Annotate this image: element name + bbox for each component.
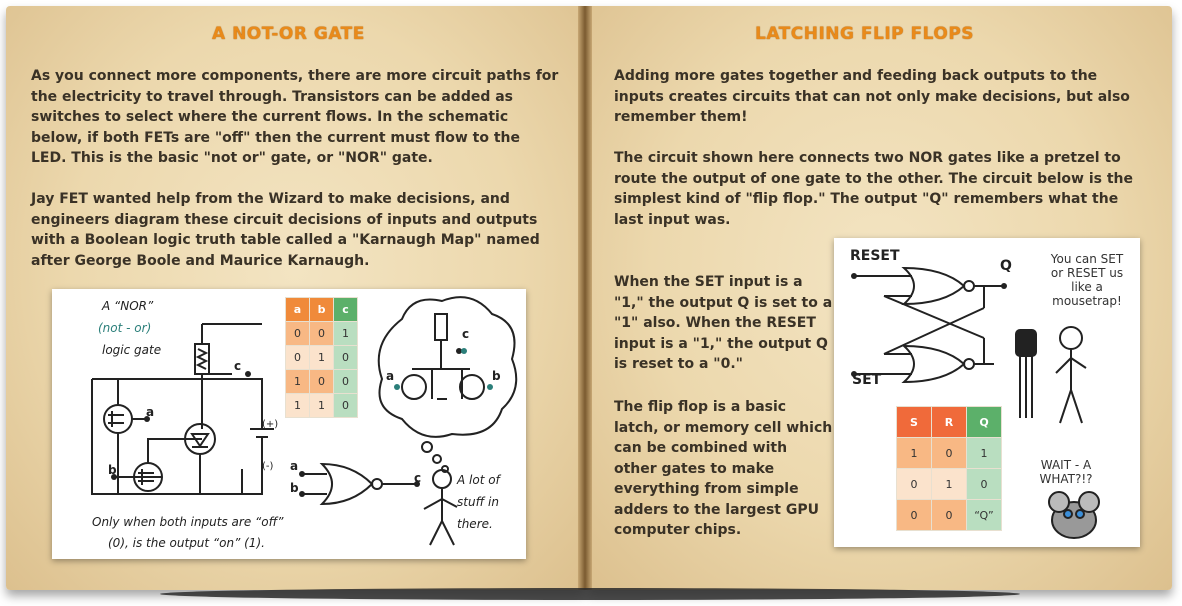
cell: 1 [286,370,310,394]
cell: 0 [967,469,1002,500]
label-c: c [234,359,242,373]
flip-flop-figure [834,238,1140,547]
right-paragraph-3: When the SET input is a "1," the output Q is set to a "1" also. When the RESET input is a "1," the output Q is reset to a "0." [614,274,833,372]
header-s: S [897,407,932,438]
bubble-label-c: c [462,327,470,341]
header-q: Q [967,407,1002,438]
cell: 1 [932,469,967,500]
figure-caption-line3: logic gate [102,343,162,357]
cell: 1 [310,346,334,370]
stick-thought: A lot of stuff in there. [457,473,500,531]
reset-label: RESET [850,248,900,264]
cell: “Q” [967,500,1002,531]
right-paragraph-1: Adding more gates together and feeding back outputs to the inputs creates circuits that can not only make decisions, but also remember them! [614,68,1130,125]
book-shadow [160,588,1020,600]
stick-note: You can SET or RESET us like a mousetrap! [1050,252,1124,308]
cell: 0 [897,500,932,531]
label-minus: (-) [262,461,274,472]
cell: 0 [334,370,358,394]
book-gutter [578,6,592,590]
right-paragraph-4: The flip flop is a basic latch, or memory cell which can be combined with other gates to make everything from simple adders to the largest GPU computer chips. [614,399,833,538]
label-plus: (+) [262,419,279,430]
cell: 0 [897,469,932,500]
cell: 0 [286,322,310,346]
figure-caption-line2: (not - or) [98,321,152,335]
set-label: SET [852,372,882,388]
gate-label-c: c [414,471,422,485]
cell: 0 [334,394,358,418]
cell: 0 [310,370,334,394]
cell: 0 [334,346,358,370]
cell: 1 [897,438,932,469]
header-b: b [310,298,334,322]
figure-footer-line2: (0), is the output “on” (1). [108,536,265,550]
left-page-title: A NOT-OR GATE [212,24,365,44]
nor-gate-figure [52,289,526,559]
gate-label-b: b [290,481,299,495]
nor-truth-table [285,297,358,418]
cell: 1 [334,322,358,346]
sr-truth-table [896,406,1002,531]
bubble-label-b: b [492,369,501,383]
figure-footer-line1: Only when both inputs are “off” [92,515,284,529]
right-page-title: LATCHING FLIP FLOPS [755,24,975,44]
label-a: a [146,405,155,419]
left-paragraph-2: Jay FET wanted help from the Wizard to make decisions, and engineers diagram these circuit decisions of inputs and outputs with a Boolean logic truth table called a "Karnaugh Map" named after George Boole and Maurice Karnaugh. [31,191,540,269]
mouse-note: WAIT - A WHAT?!? [1039,458,1093,486]
right-paragraph-2: The circuit shown here connects two NOR gates like a pretzel to route the output of one gate to the other. The circuit below is the simplest kind of "flip flop." The output "Q" remembers what the last input was. [614,150,1133,228]
cell: 1 [286,394,310,418]
left-paragraph-1: As you connect more components, there are more circuit paths for the electricity to travel through. Transistors can be added as switches to select where the current flows. In the schematic below, if both FETs are "off" then the current must flow to the LED. This is the basic "not or" gate, or "NOR" gate. [31,68,559,166]
cell: 1 [967,438,1002,469]
header-r: R [932,407,967,438]
cell: 0 [932,438,967,469]
bubble-label-a: a [386,369,395,383]
header-a: a [286,298,310,322]
label-b: b [108,463,117,477]
q-label: Q [1000,258,1012,274]
cell: 0 [310,322,334,346]
cell: 1 [310,394,334,418]
figure-caption-line1: A “NOR” [102,299,154,313]
cell: 0 [286,346,310,370]
cell: 0 [932,500,967,531]
gate-label-a: a [290,459,299,473]
header-c: c [334,298,358,322]
